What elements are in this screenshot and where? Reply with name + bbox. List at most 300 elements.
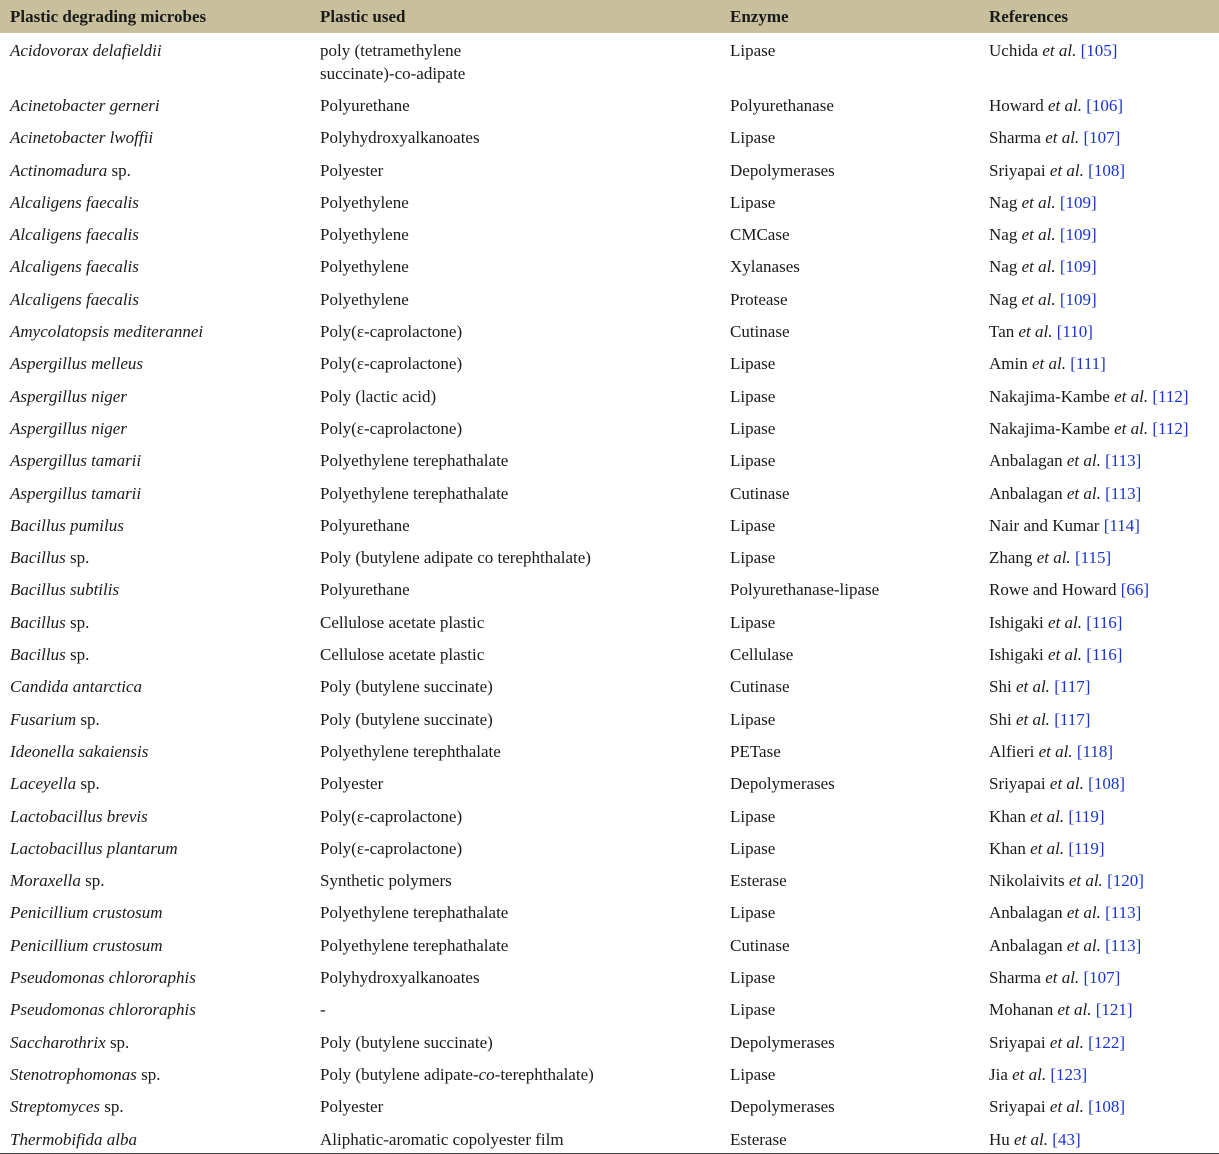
microbe-name: Aspergillus tamarii [10, 483, 142, 503]
enzyme-cell: Lipase [730, 709, 776, 729]
table-row [0, 895, 1219, 927]
plastic-cell [310, 928, 720, 960]
microbe-name: Aspergillus niger [10, 418, 127, 438]
table-row [0, 217, 1219, 249]
plastic-text: Poly (butylene adipate- [320, 1064, 479, 1084]
reference-link[interactable]: [43] [1052, 1129, 1081, 1149]
reference-cell [979, 1025, 1219, 1057]
plastic-cell [310, 379, 720, 411]
microbe-cell [0, 637, 310, 669]
reference-link[interactable]: [107] [1083, 968, 1121, 988]
reference-author: Anbalagan [989, 935, 1063, 955]
microbe-cell [0, 992, 310, 1024]
plastic-text: poly (tetramethylene [320, 41, 462, 60]
plastic-text: Poly (butylene succinate) [320, 709, 493, 729]
reference-link[interactable]: [117] [1054, 709, 1091, 729]
reference-cell [979, 476, 1219, 508]
reference-etal: et al. [1012, 1064, 1047, 1084]
reference-cell [979, 185, 1219, 217]
enzyme-cell: Lipase [730, 386, 776, 406]
reference-cell [979, 540, 1219, 572]
reference-link[interactable]: [109] [1059, 289, 1097, 309]
reference-etal: et al. [1015, 677, 1050, 697]
microbe-name: Fusarium [10, 709, 77, 729]
reference-link[interactable]: [108] [1088, 1097, 1125, 1117]
reference-cell [979, 766, 1219, 798]
reference-cell [979, 669, 1219, 701]
reference-cell [979, 443, 1219, 475]
microbe-name: Bacillus pumilus [10, 515, 124, 535]
table-row [0, 960, 1219, 992]
reference-cell [979, 960, 1219, 992]
table-row [0, 1089, 1219, 1121]
enzyme-cell: Lipase [730, 548, 776, 568]
microbe-cell [0, 540, 310, 572]
microbe-cell [0, 282, 310, 314]
reference-author: Sharma [989, 968, 1041, 988]
reference-author: Anbalagan [989, 903, 1063, 923]
reference-author: Khan [989, 806, 1026, 826]
enzyme-cell: Xylanases [730, 257, 800, 277]
enzyme-cell: CMCase [730, 225, 790, 245]
table-row [0, 249, 1219, 281]
reference-link[interactable]: [105] [1080, 41, 1118, 60]
table-row [0, 572, 1219, 604]
plastic-cell [310, 895, 720, 927]
reference-author: Nikolaivits [989, 871, 1065, 891]
species-suffix: sp. [107, 160, 131, 180]
reference-author: Rowe and Howard [989, 580, 1117, 600]
reference-link[interactable]: [113] [1105, 483, 1142, 503]
plastic-cell [310, 282, 720, 314]
reference-author: Nair and Kumar [989, 515, 1100, 535]
enzyme-cell: Cutinase [730, 935, 790, 955]
plastic-cell [310, 443, 720, 475]
microbe-cell [0, 379, 310, 411]
microbe-cell [0, 443, 310, 475]
reference-link[interactable]: [119] [1068, 838, 1105, 858]
plastic-text: Poly(ε-caprolactone) [320, 354, 463, 374]
plastic-text: Polyurethane [320, 580, 410, 600]
reference-link[interactable]: [113] [1105, 451, 1142, 471]
enzyme-cell: Depolymerases [730, 774, 835, 794]
reference-etal: et al. [1066, 483, 1101, 503]
microbe-cell [0, 120, 310, 152]
reference-link[interactable]: [121] [1095, 1000, 1133, 1020]
plastic-text: Polyurethane [320, 96, 410, 115]
microbe-name: Acinetobacter lwoffii [10, 128, 154, 148]
reference-author: Anbalagan [989, 483, 1063, 503]
plastic-cell [310, 572, 720, 604]
reference-author: Khan [989, 838, 1026, 858]
enzyme-cell: Lipase [730, 192, 776, 212]
plastic-text: Polyurethane [320, 515, 410, 535]
reference-cell [979, 1122, 1219, 1154]
microbe-name: Alcaligens faecalis [10, 289, 139, 309]
reference-cell [979, 249, 1219, 281]
table-row [0, 799, 1219, 831]
table-row [0, 379, 1219, 411]
plastic-cell [310, 540, 720, 572]
reference-author: Nag [989, 289, 1018, 309]
plastic-cell [310, 1122, 720, 1154]
reference-etal: et al. [1066, 935, 1101, 955]
reference-cell [979, 572, 1219, 604]
table-row [0, 702, 1219, 734]
microbe-cell [0, 1057, 310, 1089]
reference-author: Sriyapai [989, 774, 1046, 794]
reference-link[interactable]: [109] [1059, 192, 1097, 212]
microbe-cell [0, 572, 310, 604]
reference-etal: et al. [1021, 192, 1056, 212]
reference-etal: et al. [1045, 128, 1080, 148]
reference-author: Sriyapai [989, 1032, 1046, 1052]
table-row [0, 443, 1219, 475]
table-row [0, 153, 1219, 185]
reference-link[interactable]: [118] [1076, 741, 1114, 761]
microbe-name: Laceyella [10, 774, 77, 794]
table-row [0, 1122, 1219, 1154]
plastic-text: Polyester [320, 1097, 384, 1117]
reference-author: Uchida [989, 41, 1039, 60]
reference-link[interactable]: [116] [1086, 645, 1123, 665]
reference-etal: et al. [1048, 612, 1083, 632]
microbe-cell [0, 702, 310, 734]
plastic-text: Polyethylene [320, 289, 409, 309]
reference-etal: et al. [1049, 1032, 1084, 1052]
reference-cell [979, 508, 1219, 540]
reference-cell [979, 831, 1219, 863]
microbe-cell [0, 669, 310, 701]
microbe-cell [0, 1025, 310, 1057]
microbe-cell [0, 33, 310, 88]
reference-author: Ishigaki [989, 645, 1044, 665]
reference-author: Shi [989, 677, 1012, 697]
reference-link[interactable]: [113] [1105, 935, 1142, 955]
reference-link[interactable]: [112] [1152, 418, 1189, 438]
reference-link[interactable]: [119] [1068, 806, 1105, 826]
plastic-text: Polyethylene terephathalate [320, 935, 509, 955]
plastic-cell [310, 734, 720, 766]
table-row [0, 314, 1219, 346]
plastic-text: Polyhydroxyalkanoates [320, 968, 480, 988]
reference-link[interactable]: [123] [1050, 1064, 1088, 1084]
plastic-cell [310, 1057, 720, 1089]
microbe-name: Saccharothrix [10, 1032, 106, 1052]
microbe-cell [0, 1122, 310, 1154]
plastic-text: Poly (butylene succinate) [320, 677, 493, 697]
microbe-name: Candida antarctica [10, 677, 143, 697]
reference-link[interactable]: [109] [1059, 225, 1097, 245]
reference-cell [979, 411, 1219, 443]
reference-link[interactable]: [117] [1054, 677, 1091, 697]
plastic-cell [310, 992, 720, 1024]
enzyme-cell: Lipase [730, 968, 776, 988]
reference-link[interactable]: [107] [1083, 128, 1121, 148]
plastic-cell [310, 185, 720, 217]
table-row [0, 928, 1219, 960]
microbe-name: Thermobifida alba [10, 1129, 138, 1149]
reference-cell [979, 346, 1219, 378]
reference-cell [979, 379, 1219, 411]
reference-etal: et al. [1014, 1129, 1049, 1149]
plastic-text: Poly(ε-caprolactone) [320, 806, 463, 826]
reference-cell [979, 1089, 1219, 1121]
reference-cell [979, 895, 1219, 927]
reference-cell [979, 153, 1219, 185]
microbe-cell [0, 1089, 310, 1121]
table-row [0, 120, 1219, 152]
table-row [0, 863, 1219, 895]
microbe-cell [0, 766, 310, 798]
reference-author: Sriyapai [989, 1097, 1046, 1117]
microbe-name: Streptomyces [10, 1097, 101, 1117]
species-suffix: sp. [65, 612, 90, 632]
reference-link[interactable]: [108] [1088, 160, 1125, 180]
reference-link[interactable]: [106] [1086, 96, 1124, 115]
enzyme-cell: Lipase [730, 903, 776, 923]
plastic-text: Polyhydroxyalkanoates [320, 128, 480, 148]
plastic-text: Polyester [320, 774, 384, 794]
plastic-text: Poly(ε-caprolactone) [320, 418, 463, 438]
reference-cell [979, 88, 1219, 120]
enzyme-cell: Lipase [730, 838, 776, 858]
reference-etal: et al. [1042, 41, 1077, 60]
reference-etal: et al. [1048, 645, 1083, 665]
enzyme-cell: Cutinase [730, 322, 790, 342]
plastic-cell [310, 605, 720, 637]
reference-link[interactable]: [112] [1152, 386, 1189, 406]
microbe-name: Bacillus [10, 548, 66, 568]
enzyme-cell: Lipase [730, 354, 776, 374]
plastic-cell [310, 314, 720, 346]
microbe-name: Pseudomonas chlororaphis [10, 968, 196, 988]
plastic-text: Polyethylene terephathalate [320, 451, 509, 471]
enzyme-cell: Depolymerases [730, 1097, 835, 1117]
plastic-text: Synthetic polymers [320, 871, 452, 891]
microbe-name: Acidovorax delafieldii [10, 41, 162, 60]
reference-etal: et al. [1049, 774, 1084, 794]
reference-etal: et al. [1021, 257, 1056, 277]
microbe-name: Bacillus subtilis [10, 580, 120, 600]
reference-cell [979, 314, 1219, 346]
reference-cell [979, 217, 1219, 249]
enzyme-cell: Cutinase [730, 483, 790, 503]
reference-link[interactable]: [108] [1088, 774, 1125, 794]
microbe-cell [0, 799, 310, 831]
species-suffix: sp. [76, 709, 100, 729]
plastic-cell [310, 508, 720, 540]
reference-link[interactable]: [109] [1059, 257, 1097, 277]
plastic-text: Poly (butylene succinate) [320, 1032, 493, 1052]
microbe-cell [0, 346, 310, 378]
plastic-cell [310, 669, 720, 701]
enzyme-cell: Lipase [730, 41, 776, 60]
reference-etal: et al. [1066, 903, 1101, 923]
plastic-cell [310, 799, 720, 831]
species-suffix: sp. [80, 871, 105, 891]
reference-cell [979, 799, 1219, 831]
enzyme-cell: Cutinase [730, 677, 790, 697]
reference-etal: et al. [1045, 968, 1080, 988]
reference-cell [979, 992, 1219, 1024]
enzyme-cell: Polyurethanase [730, 96, 834, 115]
header-microbes: Plastic degrading microbes [10, 6, 207, 26]
microbe-cell [0, 153, 310, 185]
header-references: References [989, 6, 1068, 26]
table-row [0, 411, 1219, 443]
table-row [0, 1025, 1219, 1057]
reference-etal: et al. [1030, 838, 1065, 858]
microbe-cell [0, 863, 310, 895]
reference-etal: et al. [1018, 322, 1053, 342]
microbe-cell [0, 508, 310, 540]
reference-author: Nag [989, 257, 1018, 277]
reference-cell [979, 863, 1219, 895]
species-suffix: sp. [65, 645, 90, 665]
reference-link[interactable]: [120] [1107, 871, 1144, 891]
plastic-text: Polyethylene [320, 192, 409, 212]
enzyme-cell: Lipase [730, 515, 776, 535]
table-row [0, 540, 1219, 572]
reference-author: Amin [989, 354, 1028, 374]
plastic-cell [310, 217, 720, 249]
reference-link[interactable]: [113] [1105, 903, 1142, 923]
reference-link[interactable]: [110] [1056, 322, 1093, 342]
reference-etal: et al. [1057, 1000, 1092, 1020]
reference-author: Hu [989, 1129, 1010, 1149]
table-row [0, 637, 1219, 669]
microbe-name: Lactobacillus plantarum [10, 838, 178, 858]
reference-link[interactable]: [116] [1086, 612, 1123, 632]
enzyme-cell: Esterase [730, 871, 787, 891]
table-row [0, 33, 1219, 88]
reference-link[interactable]: [66] [1120, 580, 1150, 600]
microbe-name: Bacillus [10, 612, 66, 632]
reference-author: Shi [989, 709, 1012, 729]
reference-etal: et al. [1049, 160, 1084, 180]
plastic-text: Polyethylene terephthalate [320, 741, 501, 761]
reference-cell [979, 120, 1219, 152]
species-suffix: sp. [100, 1097, 124, 1117]
reference-cell [979, 928, 1219, 960]
microbe-name: Alcaligens faecalis [10, 257, 139, 277]
microbe-name: Penicillium crustosum [10, 935, 163, 955]
microbe-name: Ideonella sakaiensis [10, 741, 149, 761]
header-enzyme: Enzyme [730, 6, 789, 26]
reference-author: Sriyapai [989, 160, 1046, 180]
reference-cell [979, 637, 1219, 669]
reference-cell [979, 605, 1219, 637]
table-row [0, 476, 1219, 508]
reference-author: Anbalagan [989, 451, 1063, 471]
table-row [0, 669, 1219, 701]
microbe-cell [0, 928, 310, 960]
reference-link[interactable]: [115] [1074, 548, 1112, 568]
microbe-name: Actinomadura [10, 160, 108, 180]
plastic-cell [310, 831, 720, 863]
table-row [0, 1057, 1219, 1089]
reference-etal: et al. [1114, 418, 1149, 438]
enzyme-cell: Cellulase [730, 645, 794, 665]
plastic-cell [310, 249, 720, 281]
microbe-name: Bacillus [10, 645, 66, 665]
plastic-cell [310, 476, 720, 508]
plastic-text: Polyester [320, 160, 384, 180]
microbe-cell [0, 88, 310, 120]
plastic-text: co [478, 1064, 495, 1084]
species-suffix: sp. [76, 774, 100, 794]
reference-etal: et al. [1114, 386, 1149, 406]
enzyme-cell: Lipase [730, 1064, 776, 1084]
table-row [0, 508, 1219, 540]
reference-etal: et al. [1038, 741, 1073, 761]
reference-etal: et al. [1068, 871, 1103, 891]
plastic-text: Poly (lactic acid) [320, 386, 437, 406]
reference-author: Jia [989, 1064, 1008, 1084]
microbe-cell [0, 734, 310, 766]
reference-etal: et al. [1048, 96, 1083, 115]
microbe-cell [0, 895, 310, 927]
plastic-cell [310, 766, 720, 798]
plastic-text: Aliphatic-aromatic copolyester film [320, 1129, 564, 1149]
enzyme-cell: Esterase [720, 1122, 979, 1154]
plastic-cell [310, 153, 720, 185]
reference-etal: et al. [1021, 225, 1056, 245]
enzyme-cell: Lipase [730, 806, 776, 826]
enzyme-cell: PETase [730, 741, 781, 761]
microbe-cell [0, 249, 310, 281]
plastic-text: Polyethylene [320, 257, 409, 277]
plastic-cell [310, 120, 720, 152]
enzyme-cell: Lipase [730, 451, 776, 471]
species-suffix: sp. [65, 548, 90, 568]
plastic-text: Cellulose acetate plastic [320, 645, 485, 665]
plastic-cell [310, 1089, 720, 1121]
table-row [0, 88, 1219, 120]
reference-cell [979, 734, 1219, 766]
reference-etal: et al. [1066, 451, 1101, 471]
reference-author: Sharma [989, 128, 1041, 148]
plastic-text-line2: succinate)-co-adipate [320, 64, 466, 83]
reference-etal: et al. [1031, 354, 1066, 374]
reference-cell [979, 1057, 1219, 1089]
microbe-name: Aspergillus niger [10, 386, 127, 406]
reference-author: Nakajima-Kambe [989, 418, 1110, 438]
microbe-cell [0, 185, 310, 217]
reference-author: Zhang [989, 548, 1033, 568]
reference-link[interactable]: [122] [1088, 1032, 1125, 1052]
reference-etal: et al. [1030, 806, 1065, 826]
microbe-cell [0, 411, 310, 443]
reference-author: Alfieri [989, 741, 1035, 761]
reference-cell [979, 282, 1219, 314]
microbe-cell [0, 831, 310, 863]
microbe-cell [0, 476, 310, 508]
table-header-row [0, 0, 1219, 33]
enzyme-cell: Lipase [730, 418, 776, 438]
enzyme-cell: Lipase [730, 128, 776, 148]
enzyme-cell: Polyurethanase-lipase [730, 580, 880, 600]
table-row [0, 992, 1219, 1024]
plastic-text: -terephthalate) [494, 1064, 594, 1084]
reference-link[interactable]: [111] [1070, 354, 1106, 374]
microbe-name: Stenotrophomonas [10, 1064, 137, 1084]
reference-author: Howard [989, 96, 1044, 115]
plastic-text: Polyethylene terephathalate [320, 903, 509, 923]
reference-link[interactable]: [114] [1103, 515, 1140, 535]
reference-author: Nag [989, 192, 1018, 212]
